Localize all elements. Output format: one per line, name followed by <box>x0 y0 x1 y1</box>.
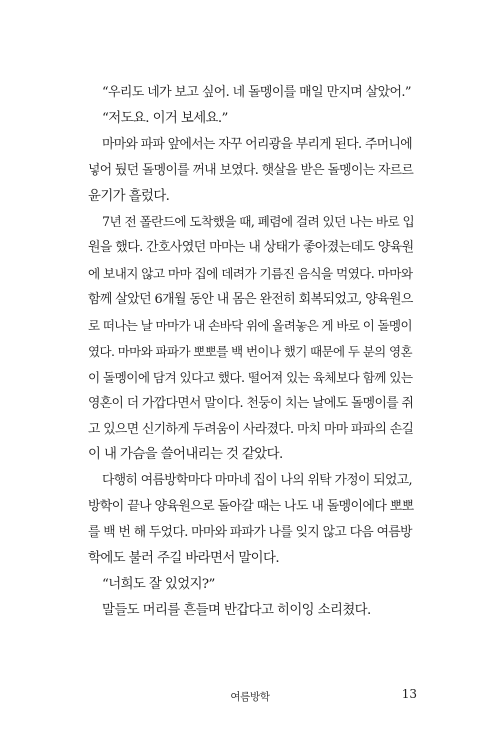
page-number: 13 <box>401 687 417 701</box>
text-line: 를 백 번 해 두었다. 마마와 파파가 나를 잊지 않고 다음 여름방 <box>88 525 412 541</box>
text-line: 영혼이 더 가깝다면서 말이다. 천둥이 치는 날에도 돌멩이를 쥐 <box>88 395 414 411</box>
text-line: 이 돌멩이에 담겨 있다고 했다. 떨어져 있는 육체보다 함께 있는 <box>88 369 413 385</box>
text-line: 7년 전 폴란드에 도착했을 때, 폐렴에 걸려 있던 나는 바로 입 <box>102 214 415 230</box>
text-line: 마마와 파파 앞에서는 자꾸 어리광을 부리게 된다. 주머니에 <box>102 136 413 152</box>
text-line: “저도요. 이거 보세요.” <box>102 110 228 126</box>
text-line: 윤기가 흘렀다. <box>88 188 170 204</box>
text-line: 학에도 불러 주길 바라면서 말이다. <box>88 551 279 567</box>
text-line: 말들도 머리를 흔들며 반갑다고 히이잉 소리쳤다. <box>102 602 371 618</box>
text-line: 고 있으면 신기하게 두려움이 사라졌다. 마치 마마 파파의 손길 <box>88 421 414 437</box>
text-line: “너희도 잘 있었지?” <box>102 576 215 592</box>
body-text <box>88 80 414 624</box>
text-line: 넣어 뒀던 돌멩이를 꺼내 보였다. 햇살을 받은 돌멩이는 자르르 <box>88 162 414 178</box>
text-line: 이 내 가슴을 쓸어내리는 것 같았다. <box>88 447 283 463</box>
text-line: 다행히 여름방학마다 마마네 집이 나의 위탁 가정이 되었고, <box>102 473 413 489</box>
text-line: 에 보내지 않고 마마 집에 데려가 기름진 음식을 먹였다. 마마와 <box>88 266 413 282</box>
running-footer-title: 여름방학 <box>230 691 270 703</box>
text-line: 였다. 마마와 파파가 뽀뽀를 백 번이나 했기 때문에 두 분의 영혼 <box>88 343 412 359</box>
text-line: 방학이 끝나 양육원으로 돌아갈 때는 나도 내 돌멩이에다 뽀뽀 <box>88 499 414 515</box>
text-line: 로 떠나는 날 마마가 내 손바닥 위에 올려놓은 게 바로 이 돌멩이 <box>88 318 412 334</box>
text-line: “우리도 네가 보고 싶어. 네 돌멩이를 매일 만지며 살았어.” <box>102 85 411 100</box>
text-line: 함께 살았던 6개월 동안 내 몸은 완전히 회복되었고, 양육원으 <box>88 292 413 308</box>
text-line: 원을 했다. 간호사였던 마마는 내 상태가 좋아졌는데도 양육원 <box>88 240 414 256</box>
